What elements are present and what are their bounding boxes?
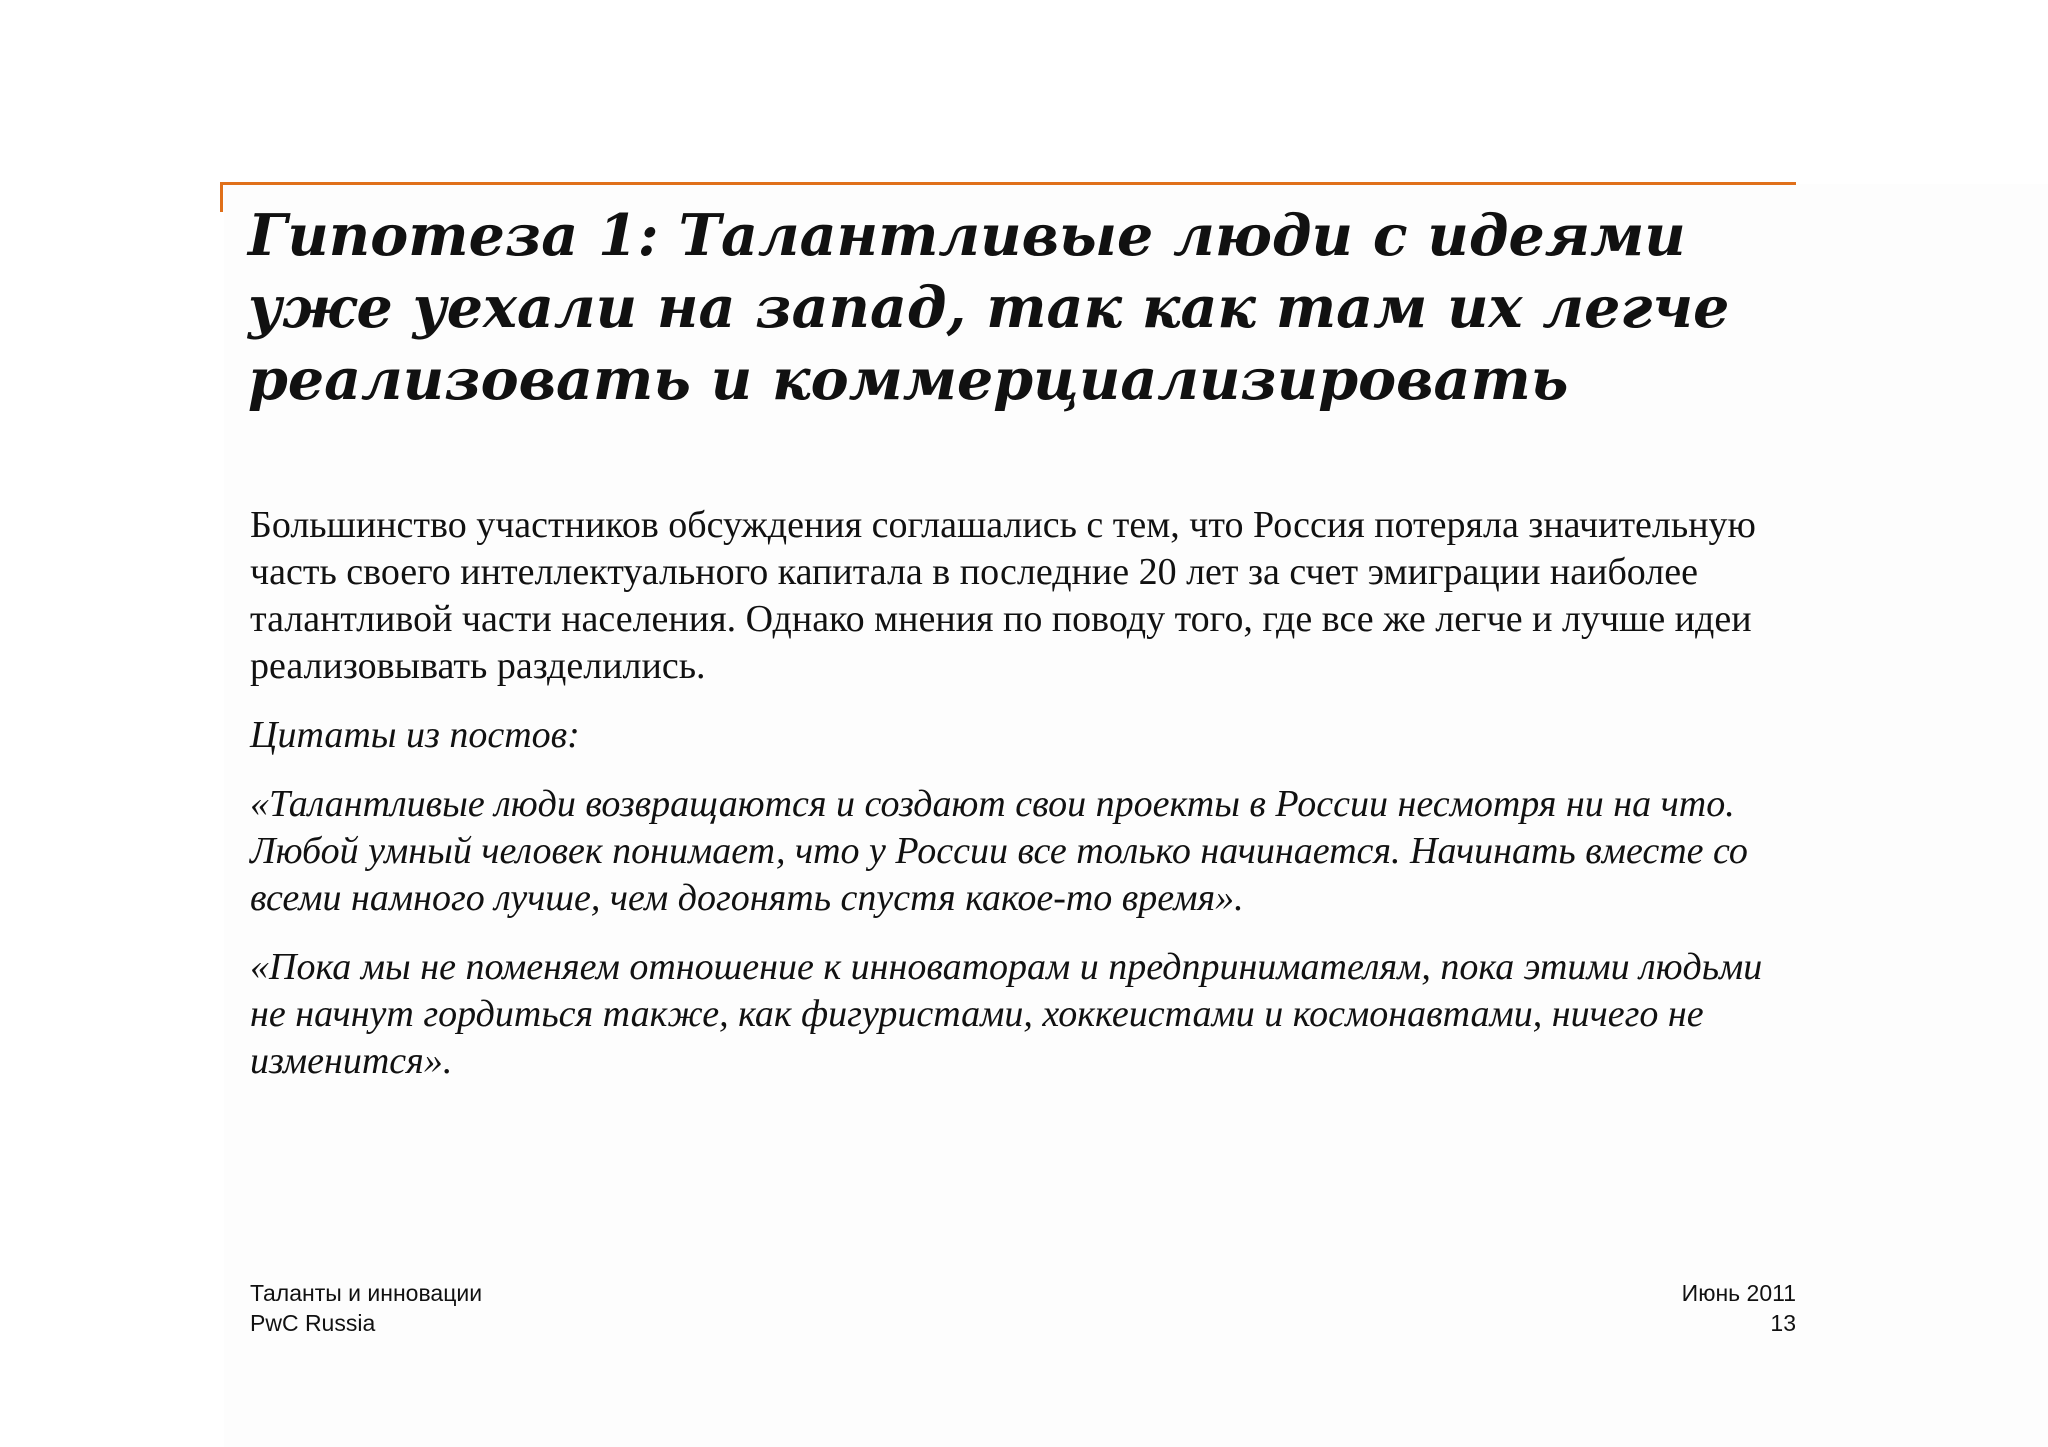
quotes-heading: Цитаты из постов:: [250, 714, 580, 756]
footer-report-title: Таланты и инновации: [250, 1280, 483, 1306]
quote-2: «Пока мы не поменяем отношение к инноваторам и предпринимателям, пока этими людьми не начнут гордиться также, как фигуристами, хоккеистами и космонавтами, ничего не изменится».: [250, 946, 1763, 1082]
footer-company: PwC Russia: [250, 1310, 376, 1336]
footer-right: [1682, 1278, 1796, 1338]
quote-1: «Талантливые люди возвращаются и создают свои проекты в России несмотря ни на что. Любой умный человек понимает, что у России все только начинается. Начинать вместе со всеми намного лучше, чем догонять спустя какое-то время».: [250, 783, 1748, 919]
slide-content: [250, 502, 1790, 1107]
page-margin: [0, 0, 224, 1447]
footer-left: [250, 1278, 482, 1338]
slide-title: Гипотеза 1: Талантливые люди с идеями уже уехали на запад, так как там их легче реализовать и коммерциализировать: [248, 202, 1730, 413]
title-accent-tick: [220, 182, 223, 212]
footer-date: Июнь 2011: [1681, 1280, 1796, 1306]
page-number: 13: [1770, 1310, 1796, 1336]
body-paragraph: Большинство участников обсуждения соглашались с тем, что Россия потеряла значительную часть своего интеллектуального капитала в последние 20 лет за счет эмиграции наиболее талантливой части населения. Однако мнения по поводу того, где все же легче и лучше идеи реализовывать разделились.: [250, 504, 1756, 687]
title-accent-line: [220, 182, 1796, 185]
